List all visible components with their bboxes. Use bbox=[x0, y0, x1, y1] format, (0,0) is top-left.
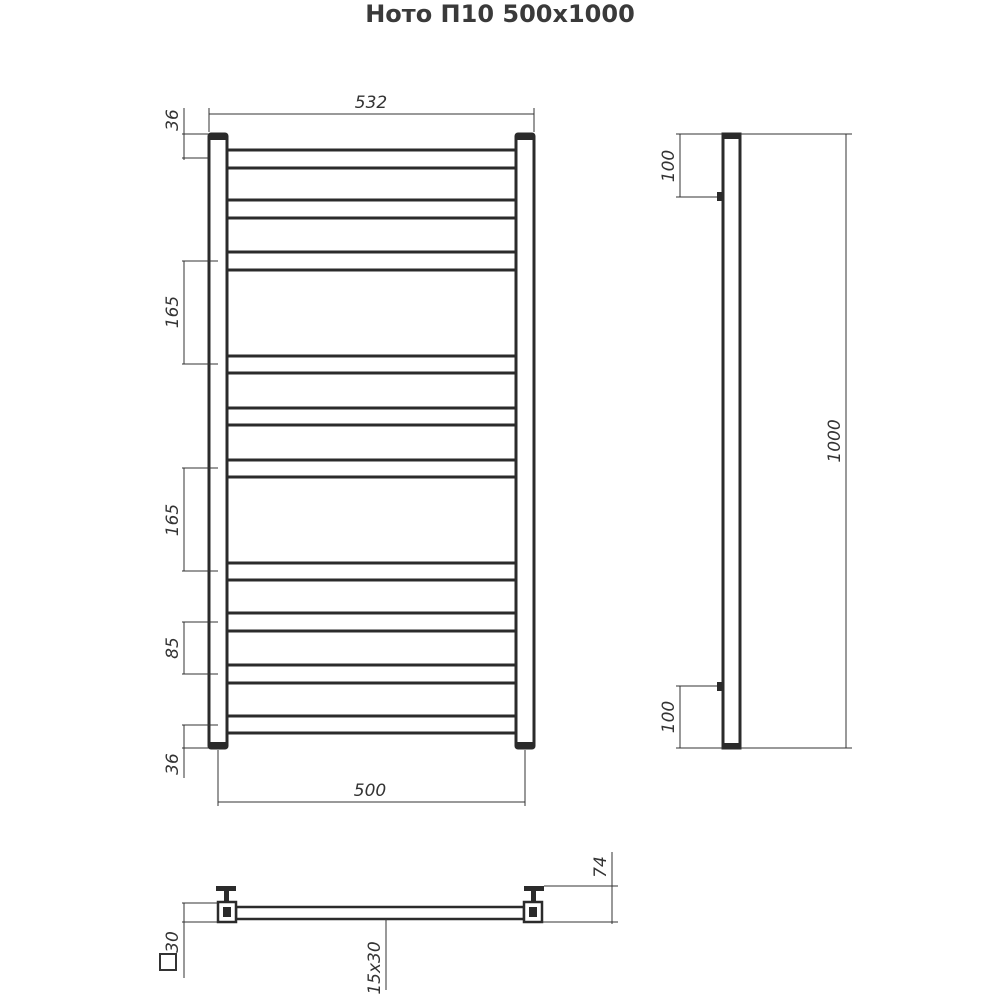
bottom-offset-label: 36 bbox=[163, 753, 183, 775]
top-view-rung bbox=[236, 907, 524, 919]
bottom-mount-label: 100 bbox=[659, 700, 679, 734]
top-mount-label: 100 bbox=[659, 149, 679, 183]
dimension-top-offset bbox=[163, 108, 209, 160]
dimension-depth bbox=[542, 852, 618, 924]
top-mount-bracket bbox=[717, 192, 723, 201]
square-section-icon bbox=[160, 954, 176, 970]
side-post-bottom-cap bbox=[723, 743, 740, 748]
overall-width-label: 532 bbox=[354, 93, 388, 113]
left-post-top-cap bbox=[209, 134, 227, 140]
dimension-height bbox=[740, 134, 852, 748]
dimension-top-mount bbox=[659, 134, 723, 197]
dimension-overall-width bbox=[209, 93, 534, 132]
dimension-bottom-mount bbox=[659, 686, 723, 748]
center-width-label: 500 bbox=[353, 781, 387, 801]
post-section-label: 30 bbox=[163, 931, 183, 953]
left-connector bbox=[216, 886, 236, 922]
rungs-lower-group bbox=[227, 563, 516, 733]
dimension-post-section bbox=[160, 903, 218, 978]
front-view bbox=[163, 93, 534, 806]
height-label: 1000 bbox=[825, 419, 845, 463]
rungs-top-group bbox=[227, 150, 516, 270]
gap-lower-label: 85 bbox=[163, 637, 183, 659]
right-post-bottom-cap bbox=[516, 742, 534, 748]
top-view bbox=[160, 852, 618, 995]
rungs-middle-group bbox=[227, 356, 516, 477]
bottom-mount-bracket bbox=[717, 682, 723, 691]
dimension-center-width bbox=[218, 750, 525, 806]
gap-upper-label: 165 bbox=[163, 295, 183, 329]
depth-label: 74 bbox=[591, 856, 611, 878]
left-post-bottom-cap bbox=[209, 742, 227, 748]
side-post-top-cap bbox=[723, 134, 740, 139]
right-connector bbox=[524, 886, 544, 922]
right-post-top-cap bbox=[516, 134, 534, 140]
rung-section-label: 15х30 bbox=[365, 941, 385, 995]
gap-middle-label: 165 bbox=[163, 503, 183, 537]
top-offset-label: 36 bbox=[163, 109, 183, 131]
side-post bbox=[723, 134, 740, 748]
right-post bbox=[516, 134, 534, 748]
dimension-rung-section bbox=[365, 919, 386, 995]
left-post bbox=[209, 134, 227, 748]
side-view bbox=[659, 134, 852, 748]
drawing-title: Ното П10 500х1000 bbox=[365, 0, 635, 28]
